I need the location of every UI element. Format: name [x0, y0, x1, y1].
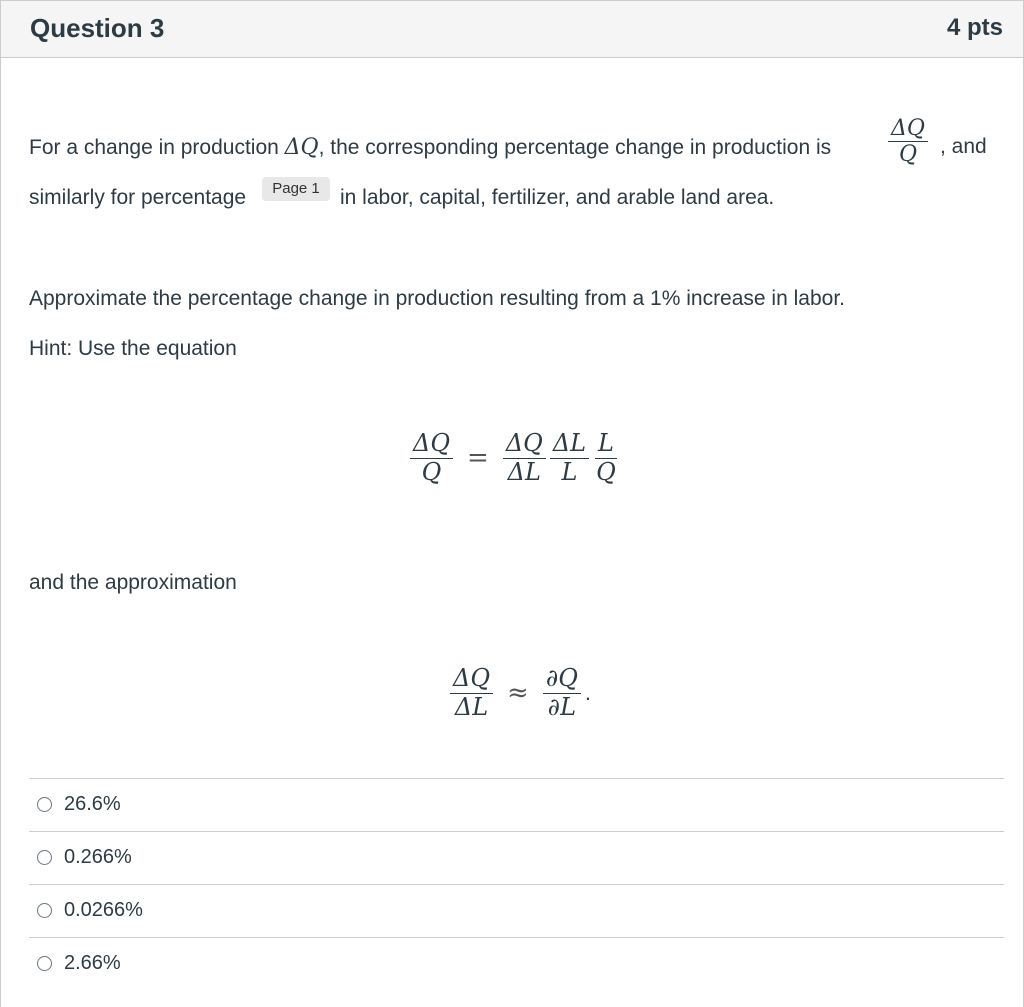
answer-options: [29, 778, 1004, 990]
question-header: [0, 0, 1024, 58]
eq1-f3-den: Q: [596, 457, 616, 486]
eq1-f3-num: L: [595, 430, 617, 459]
eq1-lhs: [410, 430, 453, 486]
radio-button[interactable]: [37, 956, 52, 971]
eq1-frac-1: [503, 430, 546, 486]
eq1-frac-2: [550, 430, 589, 486]
eq2-rhs-den: ∂L: [547, 692, 577, 721]
para1-text-c: , and: [940, 135, 987, 158]
eq2-period: .: [584, 680, 592, 706]
eq2-lhs: [450, 665, 493, 721]
approximation-label: and the approximation: [29, 571, 237, 594]
question-paragraph-1: [29, 135, 831, 160]
fraction-denominator: Q: [898, 142, 917, 168]
question-points: 4 pts: [946, 14, 1003, 41]
eq1-f1-den: ΔL: [507, 457, 541, 486]
eq2-lhs-num: ΔQ: [450, 665, 493, 694]
radio-button[interactable]: [37, 903, 52, 918]
question-prompt: Approximate the percentage change in production resulting from a 1% increase in labor.: [29, 287, 845, 310]
eq1-f2-num: ΔL: [550, 430, 589, 459]
eq1-f2-den: L: [561, 457, 578, 486]
eq2-rhs-num: ∂Q: [543, 665, 581, 694]
percent-change-fraction: [888, 116, 928, 168]
answer-option[interactable]: [29, 831, 1004, 884]
hint-text: Hint: Use the equation: [29, 337, 237, 360]
eq2-rhs: [543, 665, 581, 721]
eq1-frac-3: [593, 430, 619, 486]
eq1-equals: =: [467, 443, 489, 474]
question-title: Question 3: [30, 13, 165, 43]
eq2-approx: ≈: [507, 678, 529, 709]
option-label[interactable]: 26.6%: [64, 793, 121, 815]
answer-option[interactable]: [29, 884, 1004, 937]
eq2-lhs-den: ΔL: [454, 692, 489, 721]
option-label[interactable]: 0.266%: [64, 846, 132, 868]
equation-chain-rule: [408, 430, 621, 486]
eq1-lhs-den: Q: [421, 457, 442, 486]
para1-text-a: For a change in production: [29, 136, 285, 159]
delta-q-inline: ΔQ: [284, 135, 319, 160]
radio-button[interactable]: [37, 797, 52, 812]
eq1-lhs-num: ΔQ: [410, 430, 453, 459]
eq1-f1-num: ΔQ: [503, 430, 546, 459]
answer-option[interactable]: [29, 937, 1004, 990]
equation-approximation: [448, 665, 591, 721]
page-tooltip: Page 1: [262, 177, 330, 201]
question-paragraph-2b: in labor, capital, fertilizer, and arable land area.: [340, 186, 775, 209]
fraction-numerator: ΔQ: [888, 116, 928, 142]
option-label[interactable]: 0.0266%: [64, 899, 143, 921]
answer-option[interactable]: [29, 778, 1004, 831]
para1-text-b: , the corresponding percentage change in production is: [318, 136, 832, 159]
radio-button[interactable]: [37, 850, 52, 865]
question-paragraph-2a: similarly for percentage: [29, 186, 247, 209]
option-label[interactable]: 2.66%: [64, 952, 121, 974]
